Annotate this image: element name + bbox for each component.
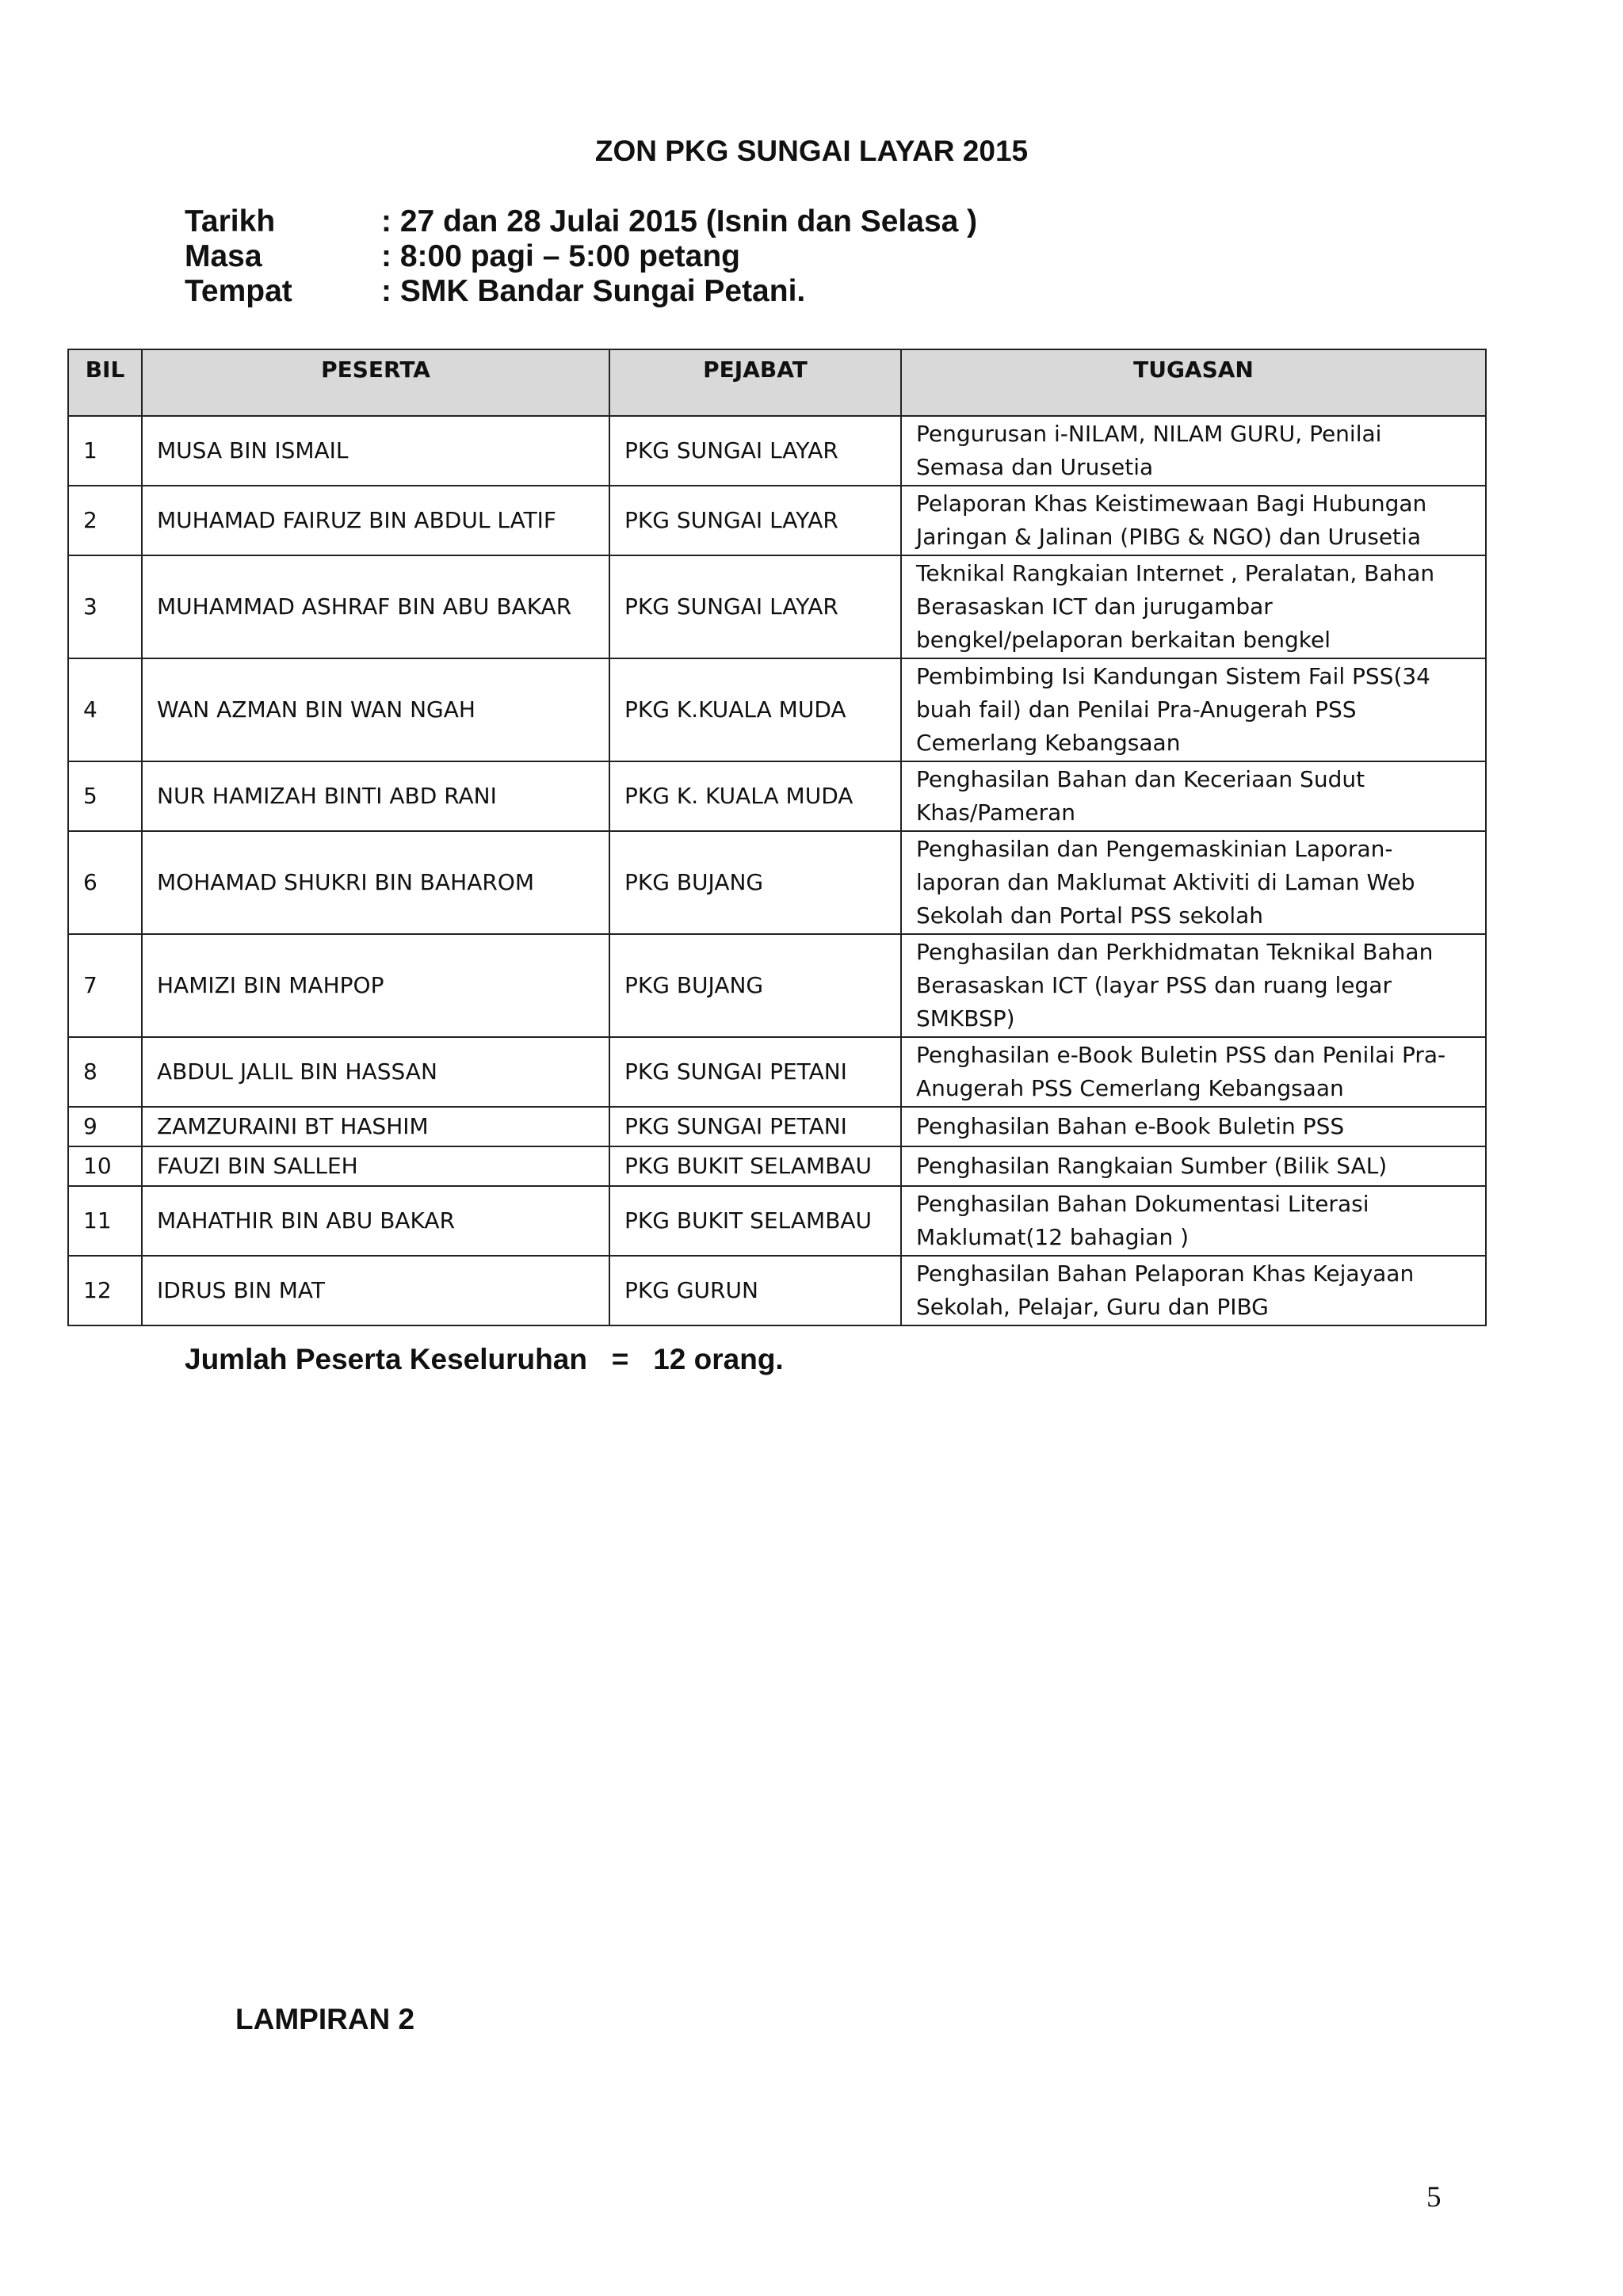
- tugasan-line: Sekolah, Pelajar, Guru dan PIBG: [916, 1294, 1269, 1320]
- tugasan-line: Penghasilan dan Perkhidmatan Teknikal Bahan: [916, 939, 1434, 965]
- tugasan-line: laporan dan Maklumat Aktiviti di Laman Web: [916, 869, 1415, 895]
- cell-tugasan: [901, 555, 1486, 658]
- document-title: ZON PKG SUNGAI LAYAR 2015: [594, 135, 1029, 167]
- cell-bil: 3: [68, 555, 142, 658]
- cell-tugasan: [901, 1256, 1486, 1325]
- tugasan-line: Berasaskan ICT dan jurugambar: [916, 593, 1273, 620]
- cell-peserta: IDRUS BIN MAT: [142, 1256, 609, 1325]
- info-value: : 8:00 pagi – 5:00 petang: [381, 239, 740, 273]
- tugasan-line: Penghasilan Bahan Dokumentasi Literasi: [916, 1191, 1369, 1217]
- cell-bil: 7: [68, 934, 142, 1037]
- tugasan-line: Berasaskan ICT (layar PSS dan ruang legar: [916, 972, 1392, 998]
- info-label: Tarikh: [185, 204, 276, 238]
- cell-pejabat: PKG BUKIT SELAMBAU: [609, 1186, 901, 1256]
- cell-pejabat: PKG SUNGAI LAYAR: [609, 486, 901, 555]
- cell-peserta: MUHAMAD FAIRUZ BIN ABDUL LATIF: [142, 486, 609, 555]
- cell-tugasan: [901, 831, 1486, 934]
- tugasan-line: Penghasilan Rangkaian Sumber (Bilik SAL): [916, 1153, 1388, 1179]
- table-row: [68, 1186, 1486, 1256]
- tugasan-line: Penghasilan Bahan e-Book Buletin PSS: [916, 1113, 1345, 1139]
- tugasan-line: Pelaporan Khas Keistimewaan Bagi Hubungan: [916, 490, 1427, 517]
- table-row: [68, 658, 1486, 761]
- cell-bil: 4: [68, 658, 142, 761]
- cell-tugasan: [901, 934, 1486, 1037]
- tugasan-line: bengkel/pelaporan berkaitan bengkel: [916, 627, 1331, 653]
- cell-tugasan: [901, 1146, 1486, 1186]
- tugasan-line: Penghasilan Bahan Pelaporan Khas Kejayaan: [916, 1261, 1415, 1287]
- table-row: [68, 486, 1486, 555]
- cell-peserta: ZAMZURAINI BT HASHIM: [142, 1107, 609, 1146]
- cell-tugasan: [901, 761, 1486, 831]
- cell-bil: 5: [68, 761, 142, 831]
- tugasan-line: Jaringan & Jalinan (PIBG & NGO) dan Urusetia: [916, 524, 1421, 550]
- info-label: Tempat: [185, 274, 292, 308]
- tugasan-line: Penghasilan e-Book Buletin PSS dan Penilai Pra-: [916, 1042, 1446, 1068]
- info-label: Masa: [185, 239, 262, 273]
- info-value: : 27 dan 28 Julai 2015 (Isnin dan Selasa ): [381, 204, 978, 238]
- table-row: [68, 416, 1486, 486]
- cell-tugasan: [901, 1037, 1486, 1107]
- header-bil: BIL: [68, 349, 142, 416]
- header-tugasan: TUGASAN: [901, 349, 1486, 416]
- cell-tugasan: [901, 1107, 1486, 1146]
- cell-peserta: HAMIZI BIN MAHPOP: [142, 934, 609, 1037]
- table-row: [68, 1107, 1486, 1146]
- cell-pejabat: PKG SUNGAI LAYAR: [609, 416, 901, 486]
- table-row: [68, 934, 1486, 1037]
- tugasan-line: Khas/Pameran: [916, 799, 1075, 826]
- tugasan-line: Pengurusan i-NILAM, NILAM GURU, Penilai: [916, 421, 1382, 447]
- header-pejabat: PEJABAT: [609, 349, 901, 416]
- cell-peserta: MUHAMMAD ASHRAF BIN ABU BAKAR: [142, 555, 609, 658]
- tugasan-line: SMKBSP): [916, 1005, 1015, 1032]
- cell-bil: 10: [68, 1146, 142, 1186]
- info-value: : SMK Bandar Sungai Petani.: [381, 274, 806, 308]
- table-row: [68, 1146, 1486, 1186]
- cell-peserta: MOHAMAD SHUKRI BIN BAHAROM: [142, 831, 609, 934]
- table-row: [68, 555, 1486, 658]
- tugasan-line: Penghasilan Bahan dan Keceriaan Sudut: [916, 766, 1365, 792]
- info-row-tarikh: [185, 204, 977, 239]
- cell-peserta: FAUZI BIN SALLEH: [142, 1146, 609, 1186]
- info-row-masa: [185, 239, 977, 274]
- cell-bil: 12: [68, 1256, 142, 1325]
- cell-peserta: WAN AZMAN BIN WAN NGAH: [142, 658, 609, 761]
- cell-pejabat: PKG BUJANG: [609, 831, 901, 934]
- cell-bil: 9: [68, 1107, 142, 1146]
- tugasan-line: Sekolah dan Portal PSS sekolah: [916, 902, 1264, 929]
- table-body: [68, 416, 1486, 1325]
- cell-peserta: NUR HAMIZAH BINTI ABD RANI: [142, 761, 609, 831]
- cell-pejabat: PKG BUJANG: [609, 934, 901, 1037]
- tugasan-line: Pembimbing Isi Kandungan Sistem Fail PSS(34: [916, 663, 1430, 689]
- info-row-tempat: [185, 274, 977, 309]
- tugasan-line: buah fail) dan Penilai Pra-Anugerah PSS: [916, 696, 1357, 723]
- cell-pejabat: PKG K. KUALA MUDA: [609, 761, 901, 831]
- cell-peserta: MUSA BIN ISMAIL: [142, 416, 609, 486]
- tugasan-line: Teknikal Rangkaian Internet , Peralatan, Bahan: [916, 560, 1435, 586]
- page-number: 5: [1426, 2181, 1442, 2214]
- event-info: [185, 204, 977, 309]
- cell-bil: 11: [68, 1186, 142, 1256]
- tugasan-line: Cemerlang Kebangsaan: [916, 730, 1181, 756]
- cell-bil: 2: [68, 486, 142, 555]
- cell-pejabat: PKG GURUN: [609, 1256, 901, 1325]
- cell-peserta: MAHATHIR BIN ABU BAKAR: [142, 1186, 609, 1256]
- table-header-row: [68, 349, 1486, 416]
- cell-tugasan: [901, 658, 1486, 761]
- table-row: [68, 761, 1486, 831]
- cell-bil: 1: [68, 416, 142, 486]
- cell-pejabat: PKG BUKIT SELAMBAU: [609, 1146, 901, 1186]
- cell-pejabat: PKG SUNGAI PETANI: [609, 1037, 901, 1107]
- header-peserta: PESERTA: [142, 349, 609, 416]
- cell-peserta: ABDUL JALIL BIN HASSAN: [142, 1037, 609, 1107]
- tugasan-line: Semasa dan Urusetia: [916, 454, 1154, 480]
- cell-bil: 6: [68, 831, 142, 934]
- total-participants: Jumlah Peserta Keseluruhan = 12 orang.: [185, 1343, 784, 1375]
- tugasan-line: Anugerah PSS Cemerlang Kebangsaan: [916, 1075, 1344, 1101]
- cell-bil: 8: [68, 1037, 142, 1107]
- table-row: [68, 1256, 1486, 1325]
- lampiran-label: LAMPIRAN 2: [235, 2003, 415, 2035]
- participants-table: [67, 349, 1487, 1326]
- table-row: [68, 1037, 1486, 1107]
- cell-tugasan: [901, 1186, 1486, 1256]
- cell-pejabat: PKG SUNGAI LAYAR: [609, 555, 901, 658]
- tugasan-line: Maklumat(12 bahagian ): [916, 1224, 1190, 1250]
- cell-tugasan: [901, 486, 1486, 555]
- cell-pejabat: PKG K.KUALA MUDA: [609, 658, 901, 761]
- cell-pejabat: PKG SUNGAI PETANI: [609, 1107, 901, 1146]
- table-row: [68, 831, 1486, 934]
- cell-tugasan: [901, 416, 1486, 486]
- tugasan-line: Penghasilan dan Pengemaskinian Laporan-: [916, 836, 1393, 862]
